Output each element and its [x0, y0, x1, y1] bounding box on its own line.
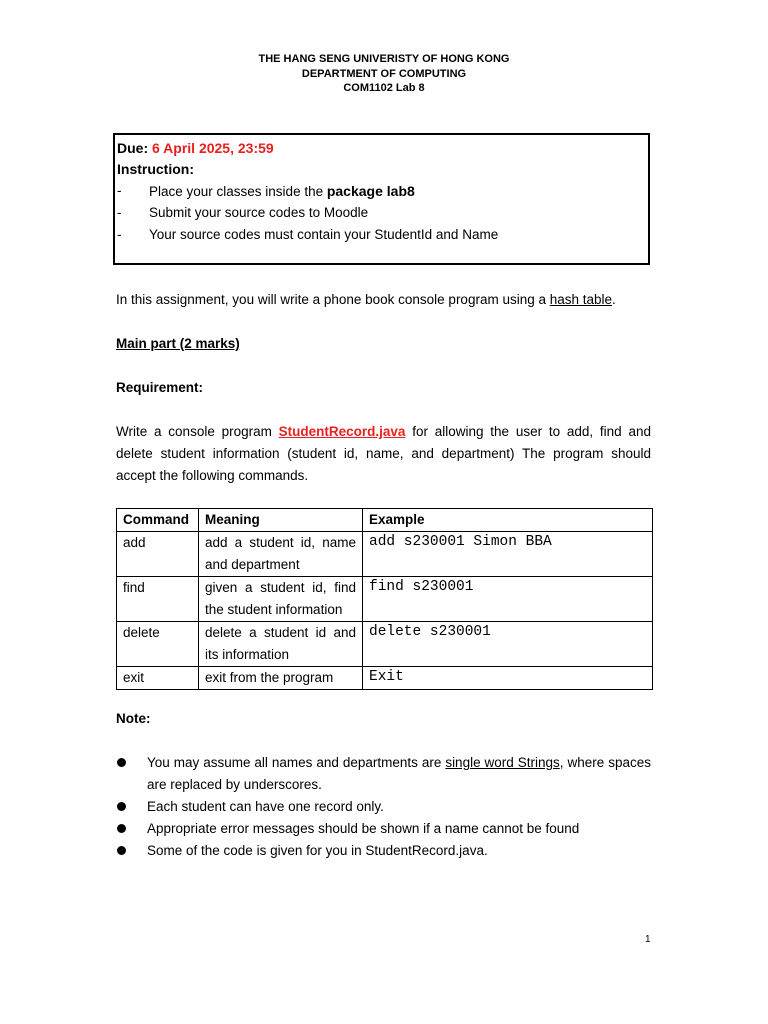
table-row — [117, 577, 653, 622]
command-cell: find — [117, 577, 199, 622]
column-header: Example — [363, 509, 653, 532]
example-cell: add s230001 Simon BBA — [363, 532, 653, 577]
example-cell: delete s230001 — [363, 622, 653, 667]
page-number: 1 — [645, 934, 651, 945]
instruction-label: Instruction: — [117, 161, 194, 177]
university-name: THE HANG SENG UNIVERISTY OF HONG KONG — [258, 53, 510, 65]
table-row — [117, 532, 653, 577]
package-name: package lab8 — [326, 183, 415, 199]
column-header: Command — [117, 509, 199, 532]
meaning-cell: delete a student id and its information — [199, 622, 363, 667]
due-date: 6 April 2025, 23:59 — [152, 140, 274, 156]
list-item: Each student can have one record only. — [116, 796, 651, 818]
column-header: Meaning — [199, 509, 363, 532]
bullet-icon — [117, 824, 126, 833]
command-cell: delete — [117, 622, 199, 667]
note-heading: Note: — [116, 711, 151, 726]
bullet-icon — [117, 846, 126, 855]
command-cell: exit — [117, 667, 199, 690]
due-label: Due: — [117, 140, 149, 156]
bullet-icon — [117, 758, 126, 767]
bullet-icon — [117, 802, 126, 811]
notes-list — [116, 752, 651, 862]
due-line — [117, 140, 274, 156]
instruction-item-text: Submit your source codes to Moodle — [149, 205, 369, 220]
example-cell: find s230001 — [363, 577, 653, 622]
student-record-file: StudentRecord.java — [278, 424, 406, 439]
requirement-heading: Requirement: — [116, 380, 204, 395]
command-table — [116, 508, 653, 690]
table-header-row — [117, 509, 653, 532]
instruction-item-text: Place your classes inside the — [149, 184, 327, 199]
command-cell: add — [117, 532, 199, 577]
intro-paragraph: In this assignment, you will write a phone book console program using a hash table. — [116, 292, 616, 307]
meaning-cell: exit from the program — [199, 667, 363, 690]
list-item: You may assume all names and departments are single word Strings, where spaces are replaced by underscores. — [116, 752, 651, 796]
single-word-strings-term: single word Strings — [445, 755, 560, 770]
department-name: DEPARTMENT OF COMPUTING — [301, 67, 467, 80]
list-item: Some of the code is given for you in StudentRecord.java. — [116, 840, 651, 862]
main-part-heading: Main part (2 marks) — [116, 336, 240, 351]
requirement-paragraph: Write a console program StudentRecord.java for allowing the user to add, find and delete student information (student id, name, and department) The program should accept the following commands. — [116, 424, 651, 483]
meaning-cell: add a student id, name and department — [199, 532, 363, 577]
instruction-box: Due: 6 April 2025, 23:59 Instruction: - Place your classes inside the package lab8 - Submit your source codes to Moodle - Your source codes must contain your StudentId and Name — [113, 133, 650, 265]
table-row — [117, 667, 653, 690]
instruction-item-text: Your source codes must contain your StudentId and Name — [149, 227, 499, 242]
list-item: Appropriate error messages should be shown if a name cannot be found — [116, 818, 651, 840]
table-row — [117, 622, 653, 667]
example-cell: Exit — [363, 667, 653, 690]
meaning-cell: given a student id, find the student information — [199, 577, 363, 622]
document-header — [0, 52, 768, 96]
course-title: COM1102 Lab 8 — [343, 82, 425, 94]
hash-table-term: hash table — [549, 292, 613, 307]
